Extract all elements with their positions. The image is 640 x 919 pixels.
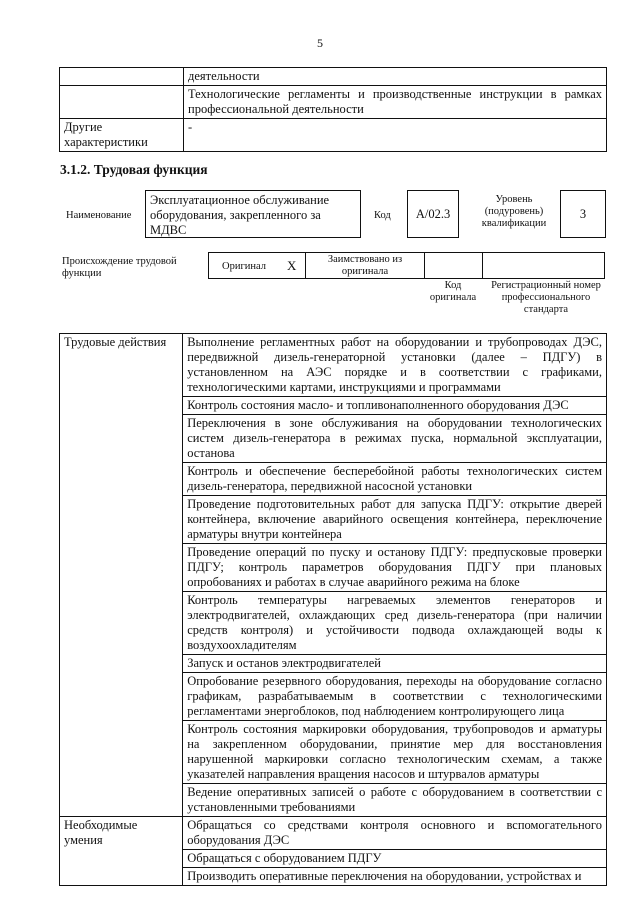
origin-divider-2 bbox=[424, 252, 425, 279]
labor-actions-label: Трудовые действия bbox=[60, 334, 183, 817]
labor-action-item: Запуск и останов электродвигателей bbox=[183, 655, 607, 673]
original-mark: X bbox=[287, 258, 297, 273]
top-table-empty-cell bbox=[60, 86, 184, 119]
level-label: Уровень (подуровень) квалификации bbox=[481, 194, 547, 229]
labor-action-item: Проведение операций по пуску и останову ПДГУ: предпусковые проверки ПДГУ; контроль параметров оборудования ПДГУ при плановых опробованиях и работах в случае аварийного режима на блоке bbox=[183, 544, 607, 592]
top-table-empty-cell bbox=[60, 68, 184, 86]
top-table-row1-text: деятельности bbox=[184, 68, 607, 86]
skill-item: Производить оперативные переключения на оборудовании, устройствах и bbox=[183, 868, 607, 886]
name-value-box bbox=[145, 190, 361, 238]
labor-action-item: Контроль и обеспечение бесперебойной работы технологических систем дизель-генератора, передвижной насосной установки bbox=[183, 463, 607, 496]
name-label: Наименование bbox=[66, 210, 132, 221]
skill-item: Обращаться с оборудованием ПДГУ bbox=[183, 850, 607, 868]
labor-action-item: Контроль состояния масло- и топливонаполненного оборудования ДЭС bbox=[183, 397, 607, 415]
labor-table bbox=[59, 333, 607, 886]
top-table-row2-text: Технологические регламенты и производственные инструкции в рамках профессиональной деятельности bbox=[184, 86, 607, 119]
other-characteristics-value: - bbox=[184, 119, 607, 152]
other-characteristics-label: Другие характеристики bbox=[60, 119, 184, 152]
labor-action-item: Проведение подготовительных работ для запуска ПДГУ: открытие дверей контейнера, включение аварийного освещения контейнера, переключение арматуры внутри контейнера bbox=[183, 496, 607, 544]
code-caption: Код оригинала bbox=[429, 280, 477, 303]
labor-action-item: Опробование резервного оборудования, переходы на оборудование согласно графикам, разрабатываемым в соответствии с технологическими регламентами энергоблоков, под наблюдением контролирующего лица bbox=[183, 673, 607, 721]
origin-label: Происхождение трудовой функции bbox=[62, 256, 177, 279]
registration-caption: Регистрационный номер профессионального стандарта bbox=[491, 280, 601, 315]
page-number: 5 bbox=[317, 36, 323, 50]
level-value-box bbox=[560, 190, 606, 238]
level-value: 3 bbox=[579, 207, 587, 221]
skills-label: Необходимые умения bbox=[60, 817, 183, 886]
top-table bbox=[59, 67, 607, 152]
borrowed-label: Заимствовано из оригинала bbox=[327, 254, 403, 277]
original-label: Оригинал bbox=[222, 261, 266, 272]
labor-action-item: Ведение оперативных записей о работе с оборудованием в соответствии с установленными требованиями bbox=[183, 784, 607, 817]
origin-divider-1 bbox=[305, 252, 306, 279]
code-value: А/02.3 bbox=[415, 207, 451, 221]
labor-action-item: Контроль температуры нагреваемых элементов генераторов и электродвигателей, охлаждающих сред дизель-генератора (при наличии средств контроля) и устойчивости подвода охлаждающей воды к воздухоохладителям bbox=[183, 592, 607, 655]
labor-action-item: Выполнение регламентных работ на оборудовании и трубопроводах ДЭС, передвижной дизель-генераторной установки (далее – ПДГУ) в установленном на АЭС порядке и в соответствии с графиками, технологическими картами, инструкциями и программами bbox=[183, 334, 607, 397]
name-value: Эксплуатационное обслуживание оборудования, закрепленного за МДВС bbox=[150, 193, 330, 237]
skill-item: Обращаться со средствами контроля основного и вспомогательного оборудования ДЭС bbox=[183, 817, 607, 850]
labor-action-item: Переключения в зоне обслуживания на оборудовании технологических систем дизель-генератора в режимах пуска, нормальной эксплуатации, останова bbox=[183, 415, 607, 463]
origin-divider-3 bbox=[482, 252, 483, 279]
labor-action-item: Контроль состояния маркировки оборудования, трубопроводов и арматуры на закрепленном оборудовании, принятие мер для восстановления нарушенной маркировки согласно технологическим схемам, а также указателей направления вращения насосов и штурвалов арматуры bbox=[183, 721, 607, 784]
code-label: Код bbox=[374, 210, 391, 221]
code-value-box bbox=[407, 190, 459, 238]
section-title: 3.1.2. Трудовая функция bbox=[60, 162, 208, 177]
